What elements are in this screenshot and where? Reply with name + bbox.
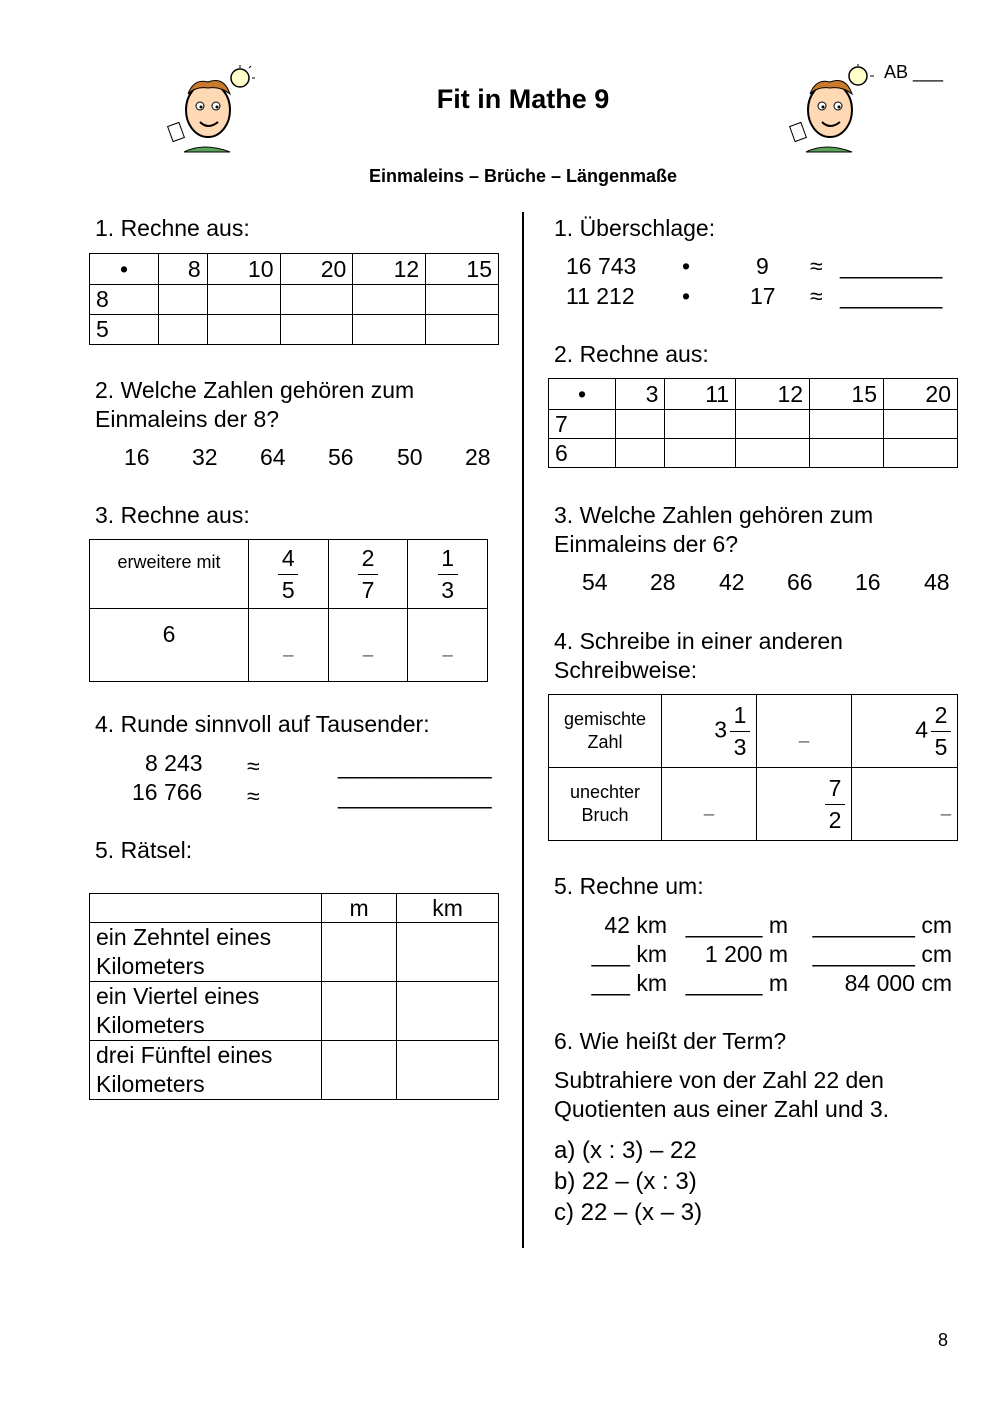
right-q4-fraction-conversion-table [548, 694, 958, 841]
mixed-whole: 3 [714, 716, 727, 743]
number-choice[interactable]: 16 [124, 444, 150, 470]
answer-cell[interactable] [322, 982, 397, 1041]
answer-cell[interactable] [159, 285, 208, 315]
left-q2-heading [95, 376, 414, 434]
row-label-line: Bruch [581, 805, 629, 825]
number-choice[interactable]: 16 [855, 569, 881, 595]
number-choice[interactable]: 54 [582, 569, 608, 595]
answer-cell[interactable] [884, 410, 958, 439]
unit-km: ___ km [591, 970, 667, 996]
table-header-cell: 12 [736, 379, 810, 410]
term-option[interactable]: c) 22 – (x – 3) [554, 1199, 703, 1226]
estimate-operand: 16 743 [566, 253, 637, 279]
left-q5-heading: 5. Rätsel: [95, 837, 193, 863]
blank-marker: _ [798, 722, 809, 743]
numerator: 1 [733, 701, 747, 728]
column-divider [522, 212, 524, 1248]
improper-fraction-cell [757, 768, 852, 841]
answer-cell[interactable] [408, 609, 488, 682]
number-choice[interactable]: 64 [260, 444, 286, 470]
heading-line: 2. Welche Zahlen gehören zum [95, 377, 415, 403]
expand-factor: 6 [90, 609, 249, 682]
table-header-cell: 20 [280, 254, 353, 285]
table-header-cell: km [397, 894, 499, 923]
answer-cell[interactable] [280, 315, 353, 345]
approx-symbol: ≈ [247, 753, 260, 779]
unit-m: ______ m [685, 912, 788, 938]
answer-line[interactable]: ________ [840, 253, 943, 279]
denominator: 3 [441, 576, 455, 603]
blank-marker: _ [283, 636, 294, 657]
answer-cell[interactable] [159, 315, 208, 345]
answer-cell[interactable] [426, 315, 499, 345]
table-header-cell: m [322, 894, 397, 923]
right-q5-heading: 5. Rechne um: [554, 873, 704, 899]
worksheet-title: Fit in Mathe 9 [436, 84, 610, 114]
term-option[interactable]: a) (x : 3) – 22 [554, 1137, 697, 1164]
table-header-cell: 15 [810, 379, 884, 410]
left-q1-heading: 1. Rechne aus: [95, 215, 250, 241]
table-header-cell: 15 [426, 254, 499, 285]
approx-symbol: ≈ [247, 783, 260, 809]
answer-cell[interactable] [665, 410, 736, 439]
denominator: 2 [828, 806, 842, 833]
estimate-operand: 17 [750, 283, 776, 309]
numerator: 2 [361, 544, 375, 571]
unit-cm: 84 000 cm [844, 970, 952, 996]
right-q1-heading: 1. Überschlage: [554, 215, 716, 241]
unit-cm: ________ cm [812, 941, 952, 967]
unit-km: 42 km [604, 912, 667, 938]
table-row-header: 5 [90, 315, 159, 345]
number-choice[interactable]: 28 [465, 444, 491, 470]
riddle-line: ein Zehntel eines [96, 924, 272, 950]
round-value: 16 766 [132, 779, 203, 805]
number-choice[interactable]: 50 [397, 444, 423, 470]
right-q6-options [554, 1135, 702, 1228]
number-choice[interactable]: 48 [924, 569, 950, 595]
answer-cell[interactable] [397, 923, 499, 982]
row-label [549, 695, 662, 768]
blank-marker: _ [362, 636, 373, 657]
answer-cell[interactable] [353, 285, 426, 315]
riddle-line: Kilometers [96, 953, 205, 979]
answer-cell[interactable] [665, 439, 736, 468]
answer-cell[interactable] [852, 768, 958, 841]
table-header-cell: 12 [353, 254, 426, 285]
approx-symbol: ≈ [810, 253, 823, 279]
answer-cell[interactable] [810, 410, 884, 439]
number-choice[interactable]: 42 [719, 569, 745, 595]
answer-cell[interactable] [353, 315, 426, 345]
answer-cell[interactable] [884, 439, 958, 468]
mixed-number-cell [852, 695, 958, 768]
blank-marker: _ [703, 795, 714, 816]
riddle-text [90, 1041, 322, 1100]
right-q6-prompt [554, 1066, 889, 1124]
answer-cell[interactable] [249, 609, 329, 682]
right-q4-heading [554, 627, 843, 685]
number-choice[interactable]: 56 [328, 444, 354, 470]
denominator: 5 [934, 733, 948, 760]
heading-line: Schreibweise: [554, 657, 698, 683]
table-row-header: 6 [549, 439, 616, 468]
left-q3-fraction-table [89, 539, 488, 682]
heading-line: 3. Welche Zahlen gehören zum [554, 502, 874, 528]
answer-cell[interactable] [616, 410, 665, 439]
riddle-line: drei Fünftel eines [96, 1042, 273, 1068]
answer-cell[interactable] [426, 285, 499, 315]
denominator: 7 [361, 576, 375, 603]
answer-cell[interactable] [757, 695, 852, 768]
empty-header-cell [90, 894, 322, 923]
numerator: 1 [441, 544, 455, 571]
estimate-operand: 9 [756, 253, 769, 279]
multiply-symbol: • [682, 253, 691, 279]
term-option[interactable]: b) 22 – (x : 3) [554, 1168, 697, 1195]
fraction-cell [328, 540, 408, 609]
riddle-line: Kilometers [96, 1012, 205, 1038]
row-label-line: gemischte [563, 709, 647, 729]
table-header-cell: 3 [616, 379, 665, 410]
table-row-header: 7 [549, 410, 616, 439]
riddle-text [90, 982, 322, 1041]
riddle-line: Kilometers [96, 1071, 205, 1097]
denominator: 3 [733, 733, 747, 760]
riddle-line: ein Viertel eines [96, 983, 260, 1009]
table-row-header: 8 [90, 285, 159, 315]
page-number: 8 [938, 1330, 949, 1350]
table-header-cell: 11 [665, 379, 736, 410]
number-choice[interactable]: 66 [787, 569, 813, 595]
expand-label: erweitere mit [90, 540, 249, 609]
worksheet-number-field[interactable]: AB ___ [884, 62, 944, 82]
multiply-symbol: • [682, 283, 691, 309]
answer-cell[interactable] [322, 1041, 397, 1100]
row-label-line: Zahl [587, 732, 623, 752]
number-choice[interactable]: 32 [192, 444, 218, 470]
table-header-cell: 20 [884, 379, 958, 410]
unit-cm: ________ cm [812, 912, 952, 938]
row-label [549, 768, 662, 841]
mixed-number-cell [662, 695, 757, 768]
estimate-operand: 11 212 [566, 283, 635, 309]
approx-symbol: ≈ [810, 283, 823, 309]
left-q3-heading: 3. Rechne aus: [95, 502, 250, 528]
unit-km: ___ km [591, 941, 667, 967]
answer-cell[interactable] [616, 439, 665, 468]
answer-cell[interactable] [736, 439, 810, 468]
numerator: 2 [934, 701, 948, 728]
heading-line: Einmaleins der 6? [554, 531, 739, 557]
answer-line[interactable]: ________ [840, 283, 943, 309]
answer-line[interactable]: ____________ [338, 753, 492, 779]
table-header-cell: 8 [159, 254, 208, 285]
answer-cell[interactable] [397, 1041, 499, 1100]
table-header-cell: 10 [207, 254, 280, 285]
right-q6-heading: 6. Wie heißt der Term? [554, 1028, 787, 1054]
fraction-cell [249, 540, 329, 609]
left-q4-heading: 4. Runde sinnvoll auf Tausender: [95, 711, 430, 737]
right-q2-heading: 2. Rechne aus: [554, 341, 709, 367]
answer-cell[interactable] [207, 315, 280, 345]
answer-cell[interactable] [322, 923, 397, 982]
denominator: 5 [281, 576, 295, 603]
prompt-line: Quotienten aus einer Zahl und 3. [554, 1096, 890, 1122]
answer-cell[interactable] [328, 609, 408, 682]
prompt-line: Subtrahiere von der Zahl 22 den [554, 1067, 884, 1093]
unit-m: 1 200 m [704, 941, 788, 967]
unit-m: ______ m [685, 970, 788, 996]
mixed-whole: 4 [915, 716, 928, 743]
heading-line: 4. Schreibe in einer anderen [554, 628, 843, 654]
fraction-cell [408, 540, 488, 609]
answer-cell[interactable] [810, 439, 884, 468]
blank-marker: _ [940, 795, 951, 816]
table-corner-operator: • [549, 379, 616, 410]
answer-cell[interactable] [397, 982, 499, 1041]
left-q5-riddle-table [89, 893, 499, 1100]
table-corner-operator: • [90, 254, 159, 285]
number-choice[interactable]: 28 [650, 569, 676, 595]
answer-cell[interactable] [662, 768, 757, 841]
worksheet-subtitle: Einmaleins – Brüche – Längenmaße [368, 166, 678, 186]
riddle-text [90, 923, 322, 982]
answer-line[interactable]: ____________ [338, 783, 492, 809]
row-label-line: unechter [569, 782, 641, 802]
left-q1-multiplication-table [89, 253, 499, 345]
round-value: 8 243 [145, 750, 203, 776]
answer-cell[interactable] [207, 285, 280, 315]
heading-line: Einmaleins der 8? [95, 406, 280, 432]
blank-marker: _ [442, 636, 453, 657]
answer-cell[interactable] [280, 285, 353, 315]
right-q2-multiplication-table [548, 378, 958, 468]
numerator: 4 [281, 544, 295, 571]
right-q3-heading [554, 501, 873, 559]
answer-cell[interactable] [736, 410, 810, 439]
numerator: 7 [828, 774, 842, 801]
